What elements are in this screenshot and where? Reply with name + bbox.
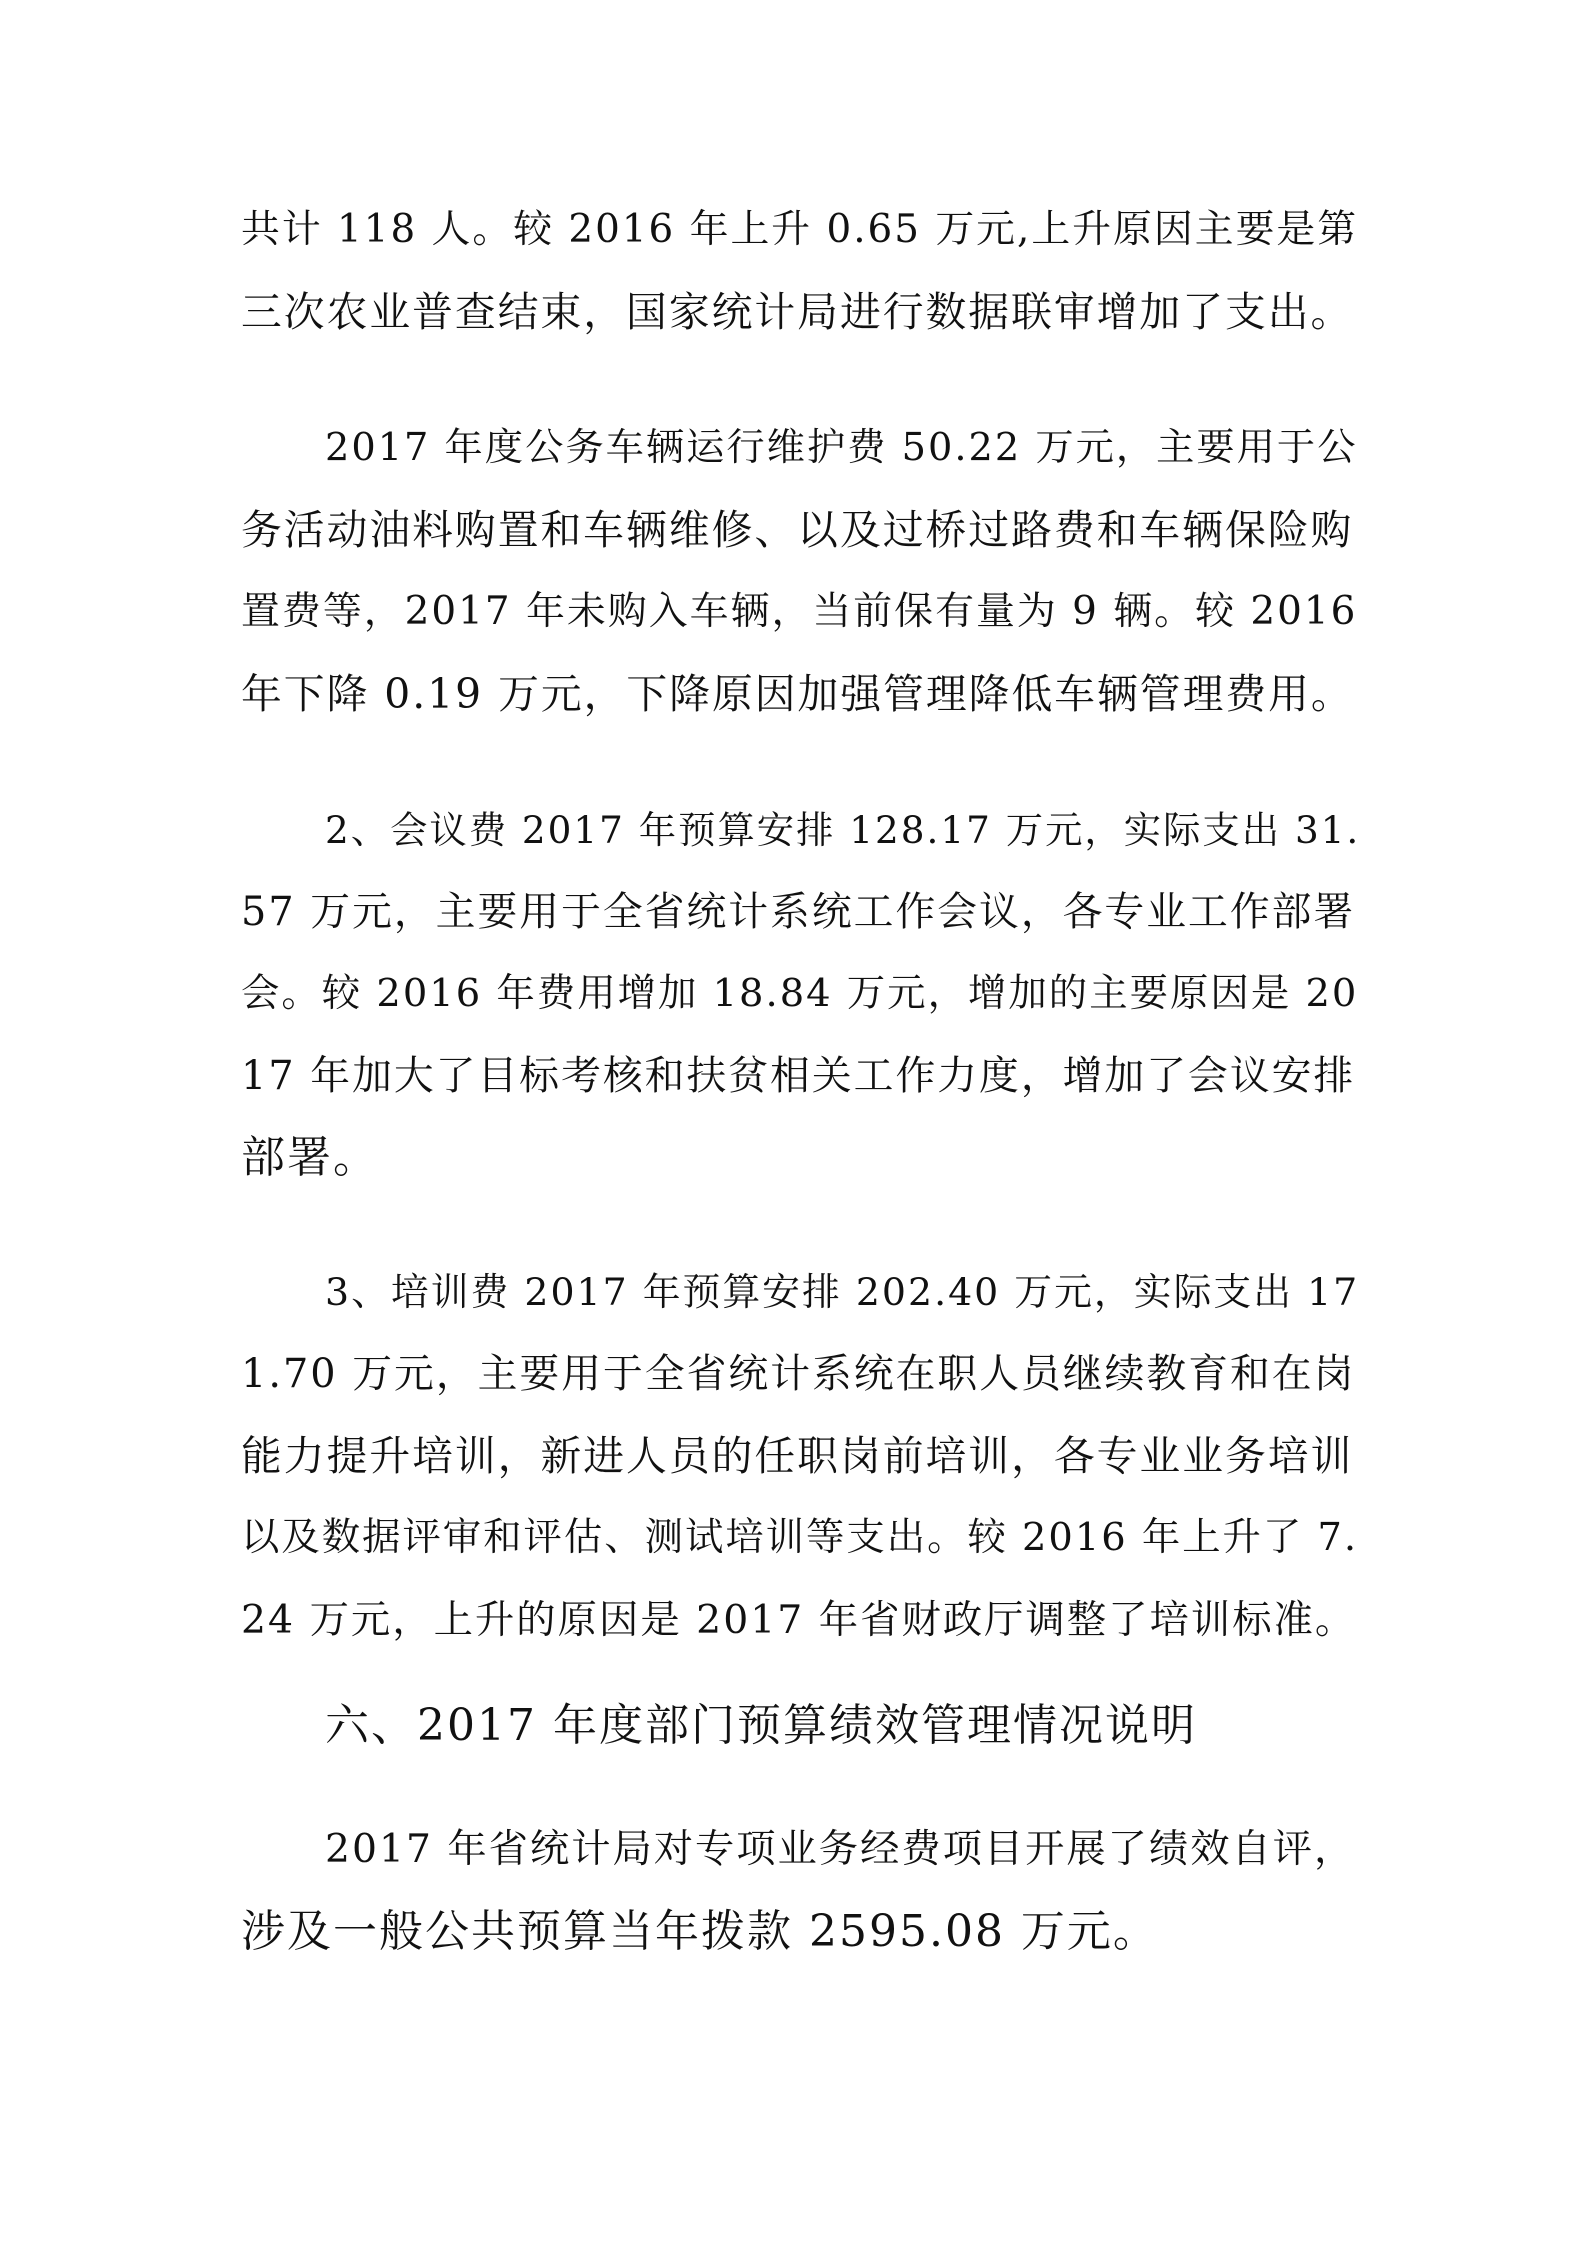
paragraph-meeting-line-1: 2、会议费 2017 年预算安排 128.17 万元，实际支出 31. <box>325 808 1361 852</box>
paragraph-training-line-3: 能力提升培训，新进人员的任职岗前培训，各专业业务培训 <box>241 1432 1354 1480</box>
paragraph-vehicle-line-2: 务活动油料购置和车辆维修、以及过桥过路费和车辆保险购 <box>241 506 1354 554</box>
paragraph-vehicle-line-3: 置费等，2017 年未购入车辆，当前保有量为 9 辆。较 2016 <box>241 589 1358 634</box>
paragraph-continuation-line-1: 共计 118 人。较 2016 年上升 0.65 万元,上升原因主要是第 <box>241 207 1359 252</box>
paragraph-training-line-4: 以及数据评审和评估、测试培训等支出。较 2016 年上升了 7. <box>241 1515 1359 1560</box>
paragraph-meeting-line-2: 57 万元，主要用于全省统计系统工作会议，各专业工作部署 <box>241 889 1356 935</box>
paragraph-performance-line-2: 涉及一般公共预算当年拨款 2595.08 万元。 <box>241 1906 1159 1957</box>
paragraph-training-line-2: 1.70 万元，主要用于全省统计系统在职人员继续教育和在岗 <box>241 1351 1356 1397</box>
paragraph-vehicle-line-1: 2017 年度公务车辆运行维护费 50.22 万元，主要用于公 <box>325 425 1358 470</box>
paragraph-vehicle-line-4: 年下降 0.19 万元，下降原因加强管理降低车辆管理费用。 <box>241 670 1354 718</box>
section-six-heading: 六、2017 年度部门预算绩效管理情况说明 <box>325 1700 1197 1751</box>
paragraph-continuation-line-2: 三次农业普查结束，国家统计局进行数据联审增加了支出。 <box>241 288 1354 336</box>
paragraph-training-line-5: 24 万元，上升的原因是 2017 年省财政厅调整了培训标准。 <box>241 1597 1357 1643</box>
paragraph-meeting-line-3: 会。较 2016 年费用增加 18.84 万元，增加的主要原因是 20 <box>241 971 1359 1016</box>
paragraph-training-line-1: 3、培训费 2017 年预算安排 202.40 万元，实际支出 17 <box>325 1270 1360 1314</box>
paragraph-meeting-line-5: 部署。 <box>241 1132 379 1183</box>
paragraph-meeting-line-4: 17 年加大了目标考核和扶贫相关工作力度，增加了会议安排 <box>241 1053 1356 1099</box>
paragraph-performance-line-1: 2017 年省统计局对专项业务经费项目开展了绩效自评， <box>325 1827 1356 1872</box>
